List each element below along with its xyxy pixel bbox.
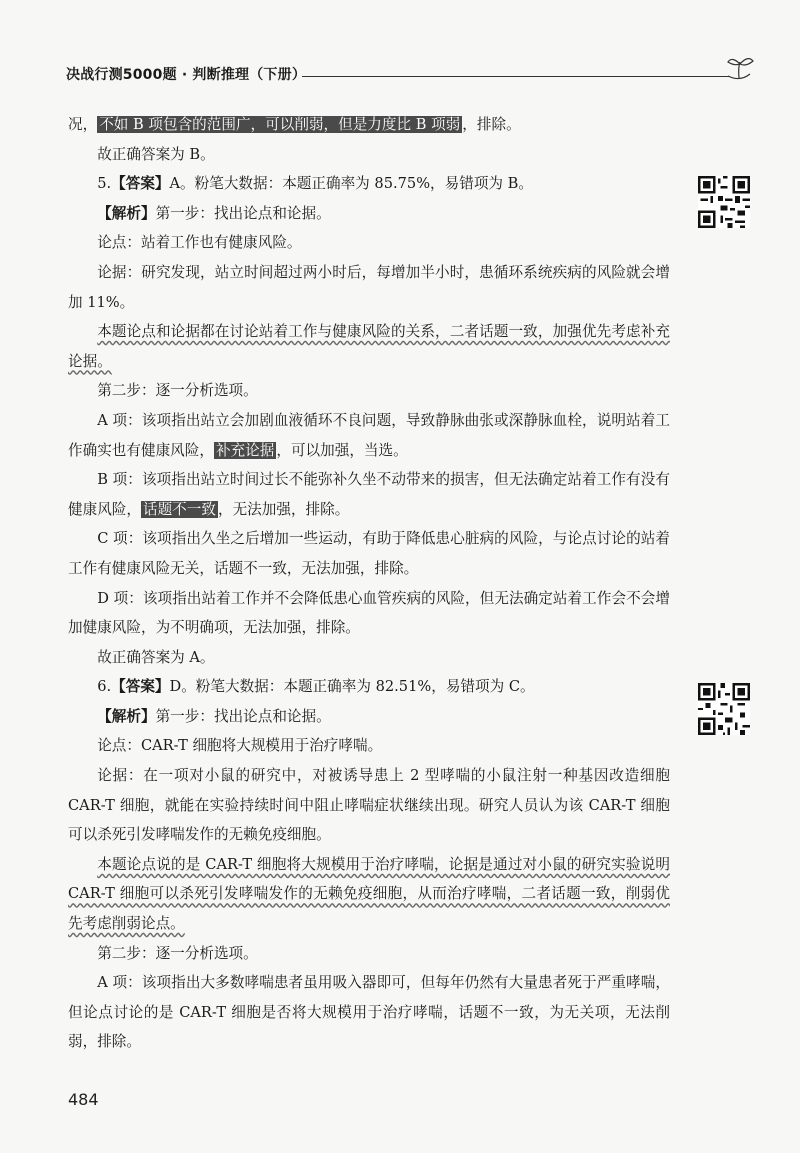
question-number: 6. bbox=[97, 678, 112, 696]
paragraph-evidence: 论据：研究发现，站立时间超过两小时后，每增加半小时，患循环系统疾病的风险就会增加 11%。 bbox=[68, 263, 670, 311]
paragraph-option-a bbox=[68, 406, 670, 465]
text-segment: ，无法加强，排除。 bbox=[217, 500, 350, 518]
analysis-tag: 【解析】 bbox=[97, 204, 156, 222]
header-title: 决战行测5000题 · 判断推理（下册） bbox=[66, 67, 307, 83]
paragraph-answer-6 bbox=[68, 672, 670, 702]
question-number: 5. bbox=[97, 175, 112, 193]
analysis-tag: 【解析】 bbox=[97, 707, 156, 725]
text-segment: A 项：该项指出站立会加剧血液循环不良问题，导致静脉曲张或深静脉血栓，说明站着工作确实也有健康风险， bbox=[68, 411, 670, 459]
highlighted-text: 话题不一致 bbox=[142, 500, 216, 518]
text-segment: ，可以加强，当选。 bbox=[276, 441, 408, 459]
text-segment: ，排除。 bbox=[462, 116, 521, 133]
running-header bbox=[66, 58, 756, 90]
highlighted-text: 不如 B 项包含的范围广，可以削弱，但是力度比 B 项弱 bbox=[99, 116, 461, 133]
qr-code-icon bbox=[698, 176, 750, 228]
paragraph-conclusion: 故正确答案为 B。 bbox=[97, 145, 215, 163]
qr-code-icon bbox=[698, 683, 750, 735]
paragraph-option-a: A 项：该项指出大多数哮喘患者虽用吸入器即可，但每年仍然有大量患者死于严重哮喘，但论点讨论的是 CAR-T 细胞是否将大规模用于治疗哮喘，话题不一致，为无关项，无法削弱，排除。 bbox=[68, 974, 670, 1051]
paragraph-step-two: 第二步：逐一分析选项。 bbox=[97, 382, 258, 400]
paragraph-option-c: C 项：该项指出久坐之后增加一些运动，有助于降低患心脏病的风险，与论点讨论的站着工作有健康风险无关，话题不一致，无法加强，排除。 bbox=[68, 530, 670, 577]
page-number: 484 bbox=[68, 1090, 99, 1109]
paragraph-conclusion: 故正确答案为 A。 bbox=[97, 648, 215, 666]
paragraph-analysis-6 bbox=[68, 702, 670, 732]
highlighted-text: 补充论据 bbox=[215, 441, 275, 459]
paragraph-step-two: 第二步：逐一分析选项。 bbox=[97, 944, 258, 962]
text-segment: 况， bbox=[68, 116, 98, 133]
qr-code-q5[interactable] bbox=[698, 176, 750, 228]
paragraph-continuation bbox=[68, 110, 670, 140]
answer-tag: 【答案】 bbox=[111, 175, 170, 193]
wavy-underlined-text: 本题论点和论据都在讨论站着工作与健康风险的关系，二者话题一致，加强优先考虑补充论据。 bbox=[68, 323, 670, 370]
text-segment: 第一步：找出论点和论据。 bbox=[155, 204, 331, 222]
sprout-icon bbox=[722, 52, 756, 86]
answer-explanation-body bbox=[68, 110, 670, 1057]
text-segment: A。粉笔大数据：本题正确率为 85.75%，易错项为 B。 bbox=[169, 175, 533, 193]
paragraph-analysis-5 bbox=[68, 199, 670, 229]
paragraph-answer-5 bbox=[68, 169, 670, 199]
header-rule bbox=[302, 76, 730, 77]
paragraph-argument: 论点：站着工作也有健康风险。 bbox=[97, 234, 302, 252]
paragraph-summary bbox=[68, 317, 670, 376]
answer-tag: 【答案】 bbox=[111, 678, 170, 696]
wavy-underlined-text: 本题论点说的是 CAR-T 细胞将大规模用于治疗哮喘，论据是通过对小鼠的研究实验说明 CAR-T 细胞可以杀死引发哮喘发作的无赖免疫细胞，从而治疗哮喘，二者话题一致，削弱优先考虑削弱论点。 bbox=[68, 855, 670, 933]
paragraph-summary bbox=[68, 850, 670, 939]
text-segment: 第一步：找出论点和论据。 bbox=[155, 707, 331, 725]
text-segment: D。粉笔大数据：本题正确率为 82.51%，易错项为 C。 bbox=[169, 678, 535, 696]
paragraph-option-b bbox=[68, 465, 670, 524]
paragraph-argument: 论点：CAR-T 细胞将大规模用于治疗哮喘。 bbox=[97, 737, 383, 755]
paragraph-option-d: D 项：该项指出站着工作并不会降低患心血管疾病的风险，但无法确定站着工作会不会增加健康风险，为不明确项，无法加强，排除。 bbox=[68, 589, 670, 637]
paragraph-evidence: 论据：在一项对小鼠的研究中，对被诱导患上 2 型哮喘的小鼠注射一种基因改造细胞 CAR-T 细胞，就能在实验持续时间中阻止哮喘症状继续出现。研究人员认为该 CAR-T 细胞可以杀死引发哮喘发作的无赖免疫细胞。 bbox=[68, 767, 670, 844]
text-segment: B 项：该项指出站立时间过长不能弥补久坐不动带来的损害，但无法确定站着工作有没有健康风险， bbox=[68, 471, 670, 518]
qr-code-q6[interactable] bbox=[698, 683, 750, 735]
